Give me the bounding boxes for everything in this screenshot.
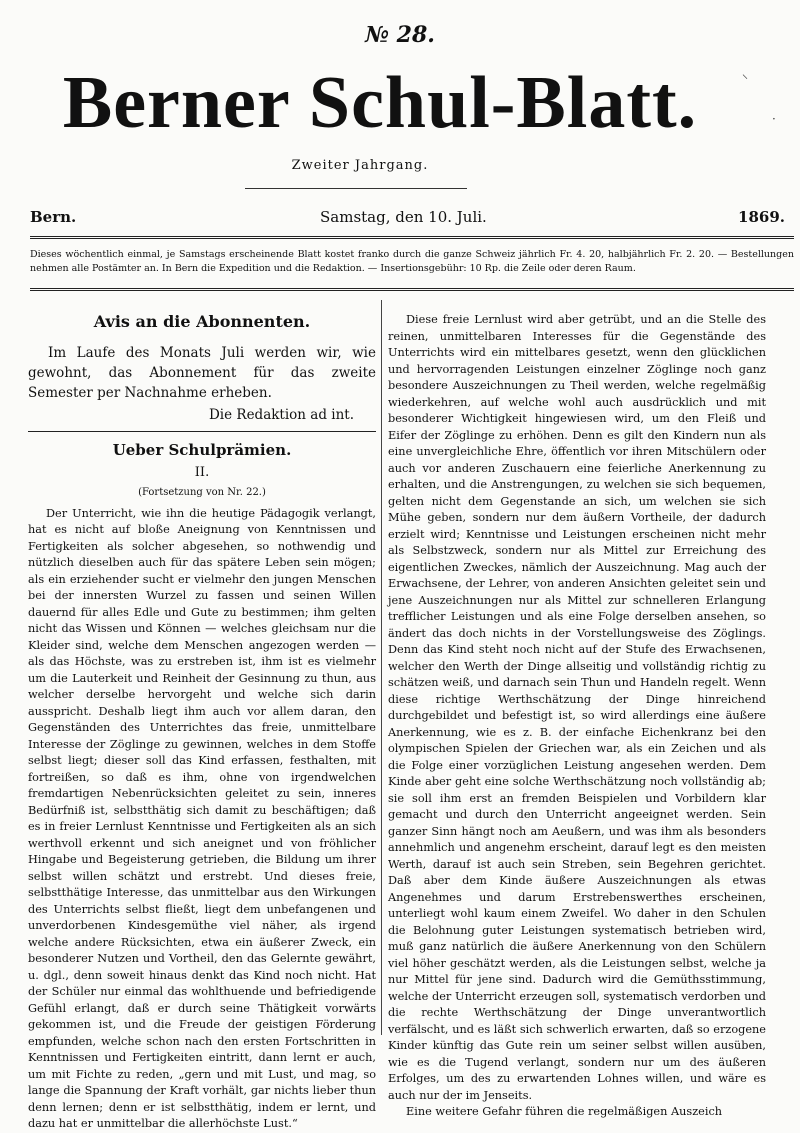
notice-rule <box>30 288 794 291</box>
avis-heading: Avis an die Abonnenten. <box>93 312 311 331</box>
dateline-date: Samstag, den 10. Juli. <box>320 208 487 226</box>
newspaper-title: Berner Schul-Blatt. <box>62 62 698 144</box>
volume-subtitle: Zweiter Jahrgang. <box>291 158 429 173</box>
avis-text: Im Laufe des Monats Juli werden wir, wie gewohnt, das Abonnement für das zweite Semester per Nachnahme erheben. <box>28 344 376 401</box>
column-divider <box>381 300 382 1035</box>
article-paragraph-1: Der Unterricht, wie ihn die heutige Pädagogik verlangt, hat es nicht auf bloße Aneignung von Kenntnissen und Fertigkeiten als solcher abgesehen, so nothwendig und nützlich dieselben auch für das spätere Leben sein mögen; als ein erziehender sucht er vielmehr den jungen Menschen bei der innersten Wurzel zu fassen und seinen Willen dauernd für alles Edle und Gute zu bestimmen; ihm gelten nicht das Wissen und Können — welches gleichsam nur die Kleider sind, welche dem Menschen angezogen werden — als das Höchste, was zu erstreben ist, ihm ist es vielmehr um die Lauterkeit und Reinheit der Gesinnung zu thun, aus welcher derselbe hervorgeht und welche sich darin ausspricht. Deshalb liegt ihm auch vor allem daran, den Gegenständen des Unterrichtes das freie, unmittelbare Interesse der Zöglinge zu gewinnen, welches in dem Stoffe selbst liegt; dieser soll das Kind erfassen, festhalten, mit fortreißen, so daß es ihm, ohne von irgendwelchen fremdartigen Nebenrücksichten geleitet zu sein, inneres Bedürfniß ist, selbstthätig sich damit zu beschäftigen; daß es in freier Lernlust Kenntnisse und Fertigkeiten als an sich werthvoll erkennt und sich aneignet und von fröhlicher Hingabe und Begeisterung getrieben, die Bildung um ihrer selbst willen schätzt und erstrebt. Und dieses freie, selbstthätige Interesse, das unmittelbar aus den Wirkungen des Unterrichts selbst fließt, liegt dem unbefangenen und unverdorbenen Kindesgemüthe viel näher, als irgend welche andere Rücksichten, etwa ein äußerer Zweck, ein besonderer Nutzen und Vortheil, den das Gelernte gewährt, u. dgl., denn soweit hinaus denkt das Kind noch nicht. Hat der Schüler nur einmal das wohlthuende und befriedigende Gefühl erlangt, daß er durch seine Thätigkeit vorwärts gekommen ist, und die Freude der geistigen Förderung empfunden, welche schon nach den ersten Fortschritten in Kenntnissen und Fertigkeiten eintritt, dann lernt er auch, um mit Fichte zu reden, „gern und mit Lust, und mag, so lange die Spannung der Kraft vorhält, gar nichts lieber thun denn lernen; denn er ist selbstthätig, indem er lernt, und dazu hat er unmittelbar die allerhöchste Lust.“ <box>28 506 376 1130</box>
dateline-place: Bern. <box>30 208 77 226</box>
right-column <box>388 312 766 1121</box>
article-heading: Ueber Schulprämien. <box>112 441 292 459</box>
speck-mark: ⸌ <box>742 72 749 86</box>
subscription-notice: Dieses wöchentlich einmal, je Samstags erscheinende Blatt kostet franko durch die ganze Schweiz jährlich Fr. 4. 20, halbjährlich Fr. 2. 20. — Bestellungen nehmen alle Postämter an. In Bern die Expedition und die Redaktion. — Insertionsgebühr: 10 Rp. die Zeile oder deren Raum. <box>30 249 794 274</box>
avis-signature: Die Redaktion ad int. <box>208 406 354 423</box>
header-rule <box>30 236 794 239</box>
article-paragraph-3: Eine weitere Gefahr führen die regelmäßigen Auszeich <box>406 1105 723 1118</box>
issue-number: № 28. <box>365 22 435 48</box>
section-rule <box>28 431 376 432</box>
dateline-year: 1869. <box>738 208 785 226</box>
speck-mark: · <box>772 112 776 126</box>
left-column <box>28 312 376 1133</box>
avis-body <box>28 343 376 403</box>
article-part-number: II. <box>194 464 210 480</box>
title-divider <box>245 188 467 189</box>
continuation-note: (Fortsetzung von Nr. 22.) <box>138 487 266 498</box>
article-paragraph-2: Diese freie Lernlust wird aber getrübt, und an die Stelle des reinen, unmittelbaren Interesses für die Gegenstände des Unterrichts wird ein mittelbares gesetzt, wenn den glücklichen und hervorragenden Leistungen einzelner Zöglinge noch ganz besondere Auszeichnungen zu Theil werden, welche regelmäßig wiederkehren, auf welche wohl auch ausdrücklich und mit besonderer Wichtigkeit hingewiesen wird, um den Fleiß und Eifer der Zöglinge zu erhöhen. Denn es gilt den Kindern nun als eine unvergleichliche Ehre, öffentlich vor ihren Mitschülern oder auch vor anderen Zuschauern eine feierliche Anerkennung zu erhalten, und die Anstrengungen, zu welchen sie sich bequemen, gelten nicht dem Gegenstande an sich, um welchen sie sich Mühe geben, sondern nur dem äußern Vortheile, der dadurch erzielt wird; Kenntnisse und Leistungen erscheinen nicht mehr als Selbstzweck, sondern nur als Mittel zur Erreichung des eigentlichen Zweckes, nämlich der Auszeichnung. Mag auch der Erwachsene, der Lehrer, von anderen Ansichten geleitet sein und jene Auszeichnungen nur als Mittel zur schnelleren Erlangung trefflicher Leistungen und als eine Folge derselben ansehen, so ändert das doch nichts in der Vorstellungsweise des Zöglings. Denn das Kind steht noch nicht auf der Stufe des Erwachsenen, welcher den Werth der Dinge allseitig und vollständig richtig zu schätzen weiß, und darnach sein Thun und Handeln regelt. Wenn diese richtige Werthschätzung der Dinge hinreichend durchgebildet und befestigt ist, so wird allerdings eine äußere Anerkennung, wie es z. B. der einfache Eichenkranz bei den olympischen Spielen der Griechen war, als ein Zeichen und als die Folge einer vorzüglichen Leistung angesehen werden. Dem Kinde aber geht eine solche Werthschätzung noch vollständig ab; sie soll ihm erst an fremden Beispielen und Vorbildern klar gemacht und durch den Unterricht angeeignet werden. Sein ganzer Sinn hängt noch am Aeußern, und was ihm als besonders annehmlich und angenehm erscheint, darauf legt es den meisten Werth, darauf ist auch sein Streben, sein Begehren gerichtet. Daß aber dem Kinde äußere Auszeichnungen als etwas Angenehmes und darum Erstrebenswerthes erscheinen, unterliegt wohl kaum einem Zweifel. Wo daher in den Schulen die Belohnung guter Leistungen systematisch betrieben wird, muß ganz natürlich die äußere Anerkennung von den Schülern viel höher geschätzt werden, als die Leistungen selbst, welche ja nur Mittel für jene sind. Dadurch wird die Gemüthsstimmung, welche der Unterricht erzeugen soll, systematisch verdorben und die rechte Werthschätzung der Dinge unverantwortlich verfälscht, und es läßt sich schwerlich erwarten, daß so erzogene Kinder künftig das Gute rein um seiner selbst willen ausüben, wie es die Tugend verlangt, sondern nur um des äußeren Erfolges, um des zu erwartenden Lohnes willen, und wäre es auch nur der im Jenseits. <box>388 313 766 1102</box>
